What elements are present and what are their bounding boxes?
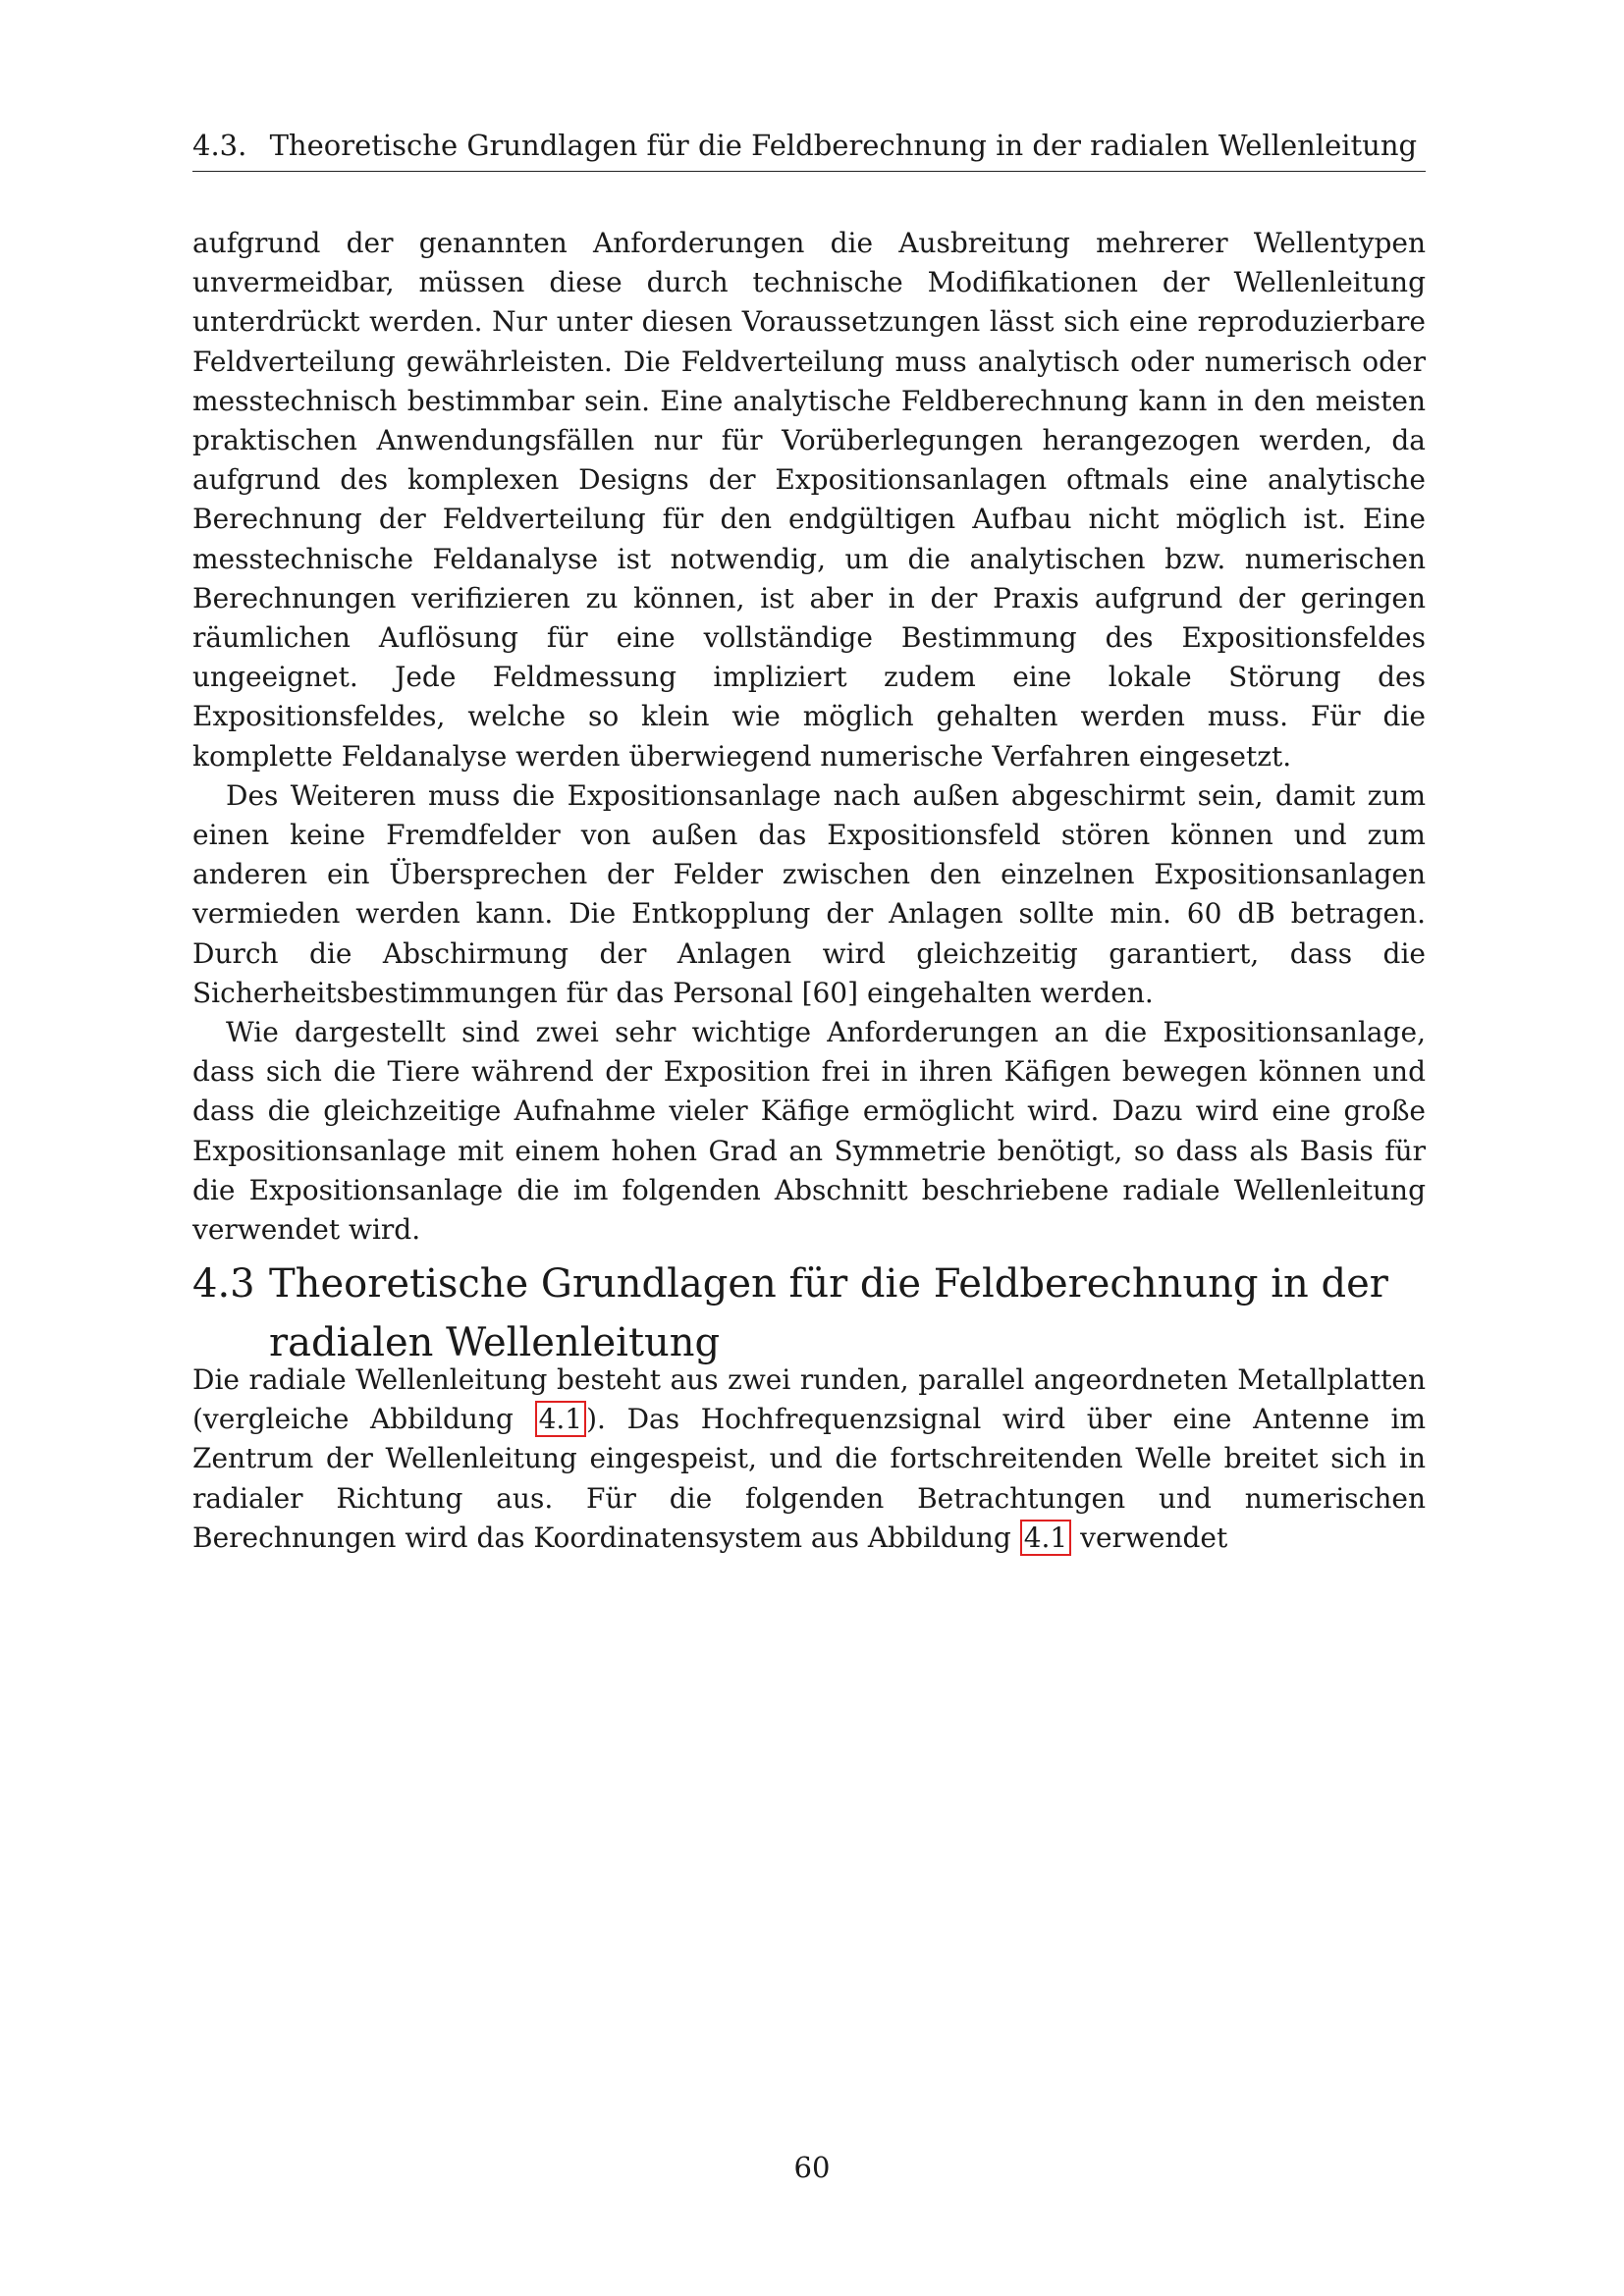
page-number: 60 [793,2151,831,2184]
paragraph-requirements: aufgrund der genannten Anforderungen die Ausbreitung mehrerer Wellentypen unvermeidbar, müssen diese durch technische Modifikationen der Wellenleitung unterdrückt werden. Nur unter diesen Voraussetzungen lässt sich eine reproduzierbare Feldverteilung gewährleisten. Die Feldverteilung muss analytisch oder numerisch oder messtechnisch bestimmbar sein. Eine analytische Feldberechnung kann in den meisten praktischen Anwendungsfällen nur für Vorüberlegungen herangezogen werden, da aufgrund des komplexen Designs der Expositionsanlagen oftmals eine analytische Berechnung der Feldverteilung für den endgültigen Aufbau nicht möglich ist. Eine messtechnische Feldanalyse ist notwendig, um die analytischen bzw. numerischen Berechnungen verifizieren zu können, ist aber in der Praxis aufgrund der geringen räumlichen Auflösung für eine vollständige Bestimmung des Expositionsfeldes ungeeignet. Jede Feldmessung impliziert zudem eine lokale Störung des Expositionsfeldes, welche so klein wie möglich gehalten werden muss. Für die komplette Feldanalyse werden überwiegend numerische Verfahren eingesetzt. [192,227,1426,773]
paragraph-text-part2: ). Das Hochfrequenzsignal wird über eine Antenne im Zentrum der Wellenleitung eingespeist, und die fortschreitenden Welle breitet sich in radialer Richtung aus. Für die folgenden Betrachtungen und numerischen Berechnungen wird das Koordinatensystem aus Abbildung [192,1403,1426,1554]
figure-reference-link[interactable]: 4.1 [1020,1520,1072,1556]
section-title-line1: Theoretische Grundlagen für die Feldberechnung in der [269,1261,1388,1308]
paragraph-shielding: Des Weiteren muss die Expositionsanlage nach außen abgeschirmt sein, damit zum einen keine Fremdfelder von außen das Expositionsfeld stören können und zum anderen ein Übersprechen der Felder zwischen den einzelnen Expositionsanlagen vermieden werden kann. Die Entkopplung der Anlagen sollte min. 60 dB betragen. Durch die Abschirmung der Anlagen wird gleichzeitig garantiert, dass die Sicherheitsbestimmungen für das Personal [60] eingehalten werden. [192,778,1426,1009]
body-text-section [192,1361,1426,1558]
paragraph-text-part3: verwendet [1071,1521,1228,1554]
section-title-line2: radialen Wellenleitung [269,1320,721,1366]
section-number: 4.3 [192,1261,255,1308]
running-header [192,126,1426,172]
header-title: Theoretische Grundlagen für die Feldberechnung in der radialen Wellenleitung [269,129,1418,162]
body-text-before-section [192,224,1426,1250]
figure-reference-link[interactable]: 4.1 [535,1401,587,1437]
paragraph-radial-waveguide [192,1361,1426,1558]
paragraph-symmetry: Wie dargestellt sind zwei sehr wichtige Anforderungen an die Expositionsanlage, dass sich die Tiere während der Exposition frei in ihren Käfigen bewegen können und dass die gleichzeitige Aufnahme vieler Käfige ermöglicht wird. Dazu wird eine große Expositionsanlage mit einem hohen Grad an Symmetrie benötigt, so dass als Basis für die Expositionsanlage die im folgenden Abschnitt beschriebene radiale Wellenleitung verwendet wird. [192,1016,1426,1247]
header-section-number: 4.3. [192,129,247,162]
paragraph-text-part1: Die radiale Wellenleitung besteht aus zwei runden, parallel angeordneten Metallplatten (vergleiche Abbildung [192,1363,1426,1436]
section-heading [192,1255,1426,1372]
